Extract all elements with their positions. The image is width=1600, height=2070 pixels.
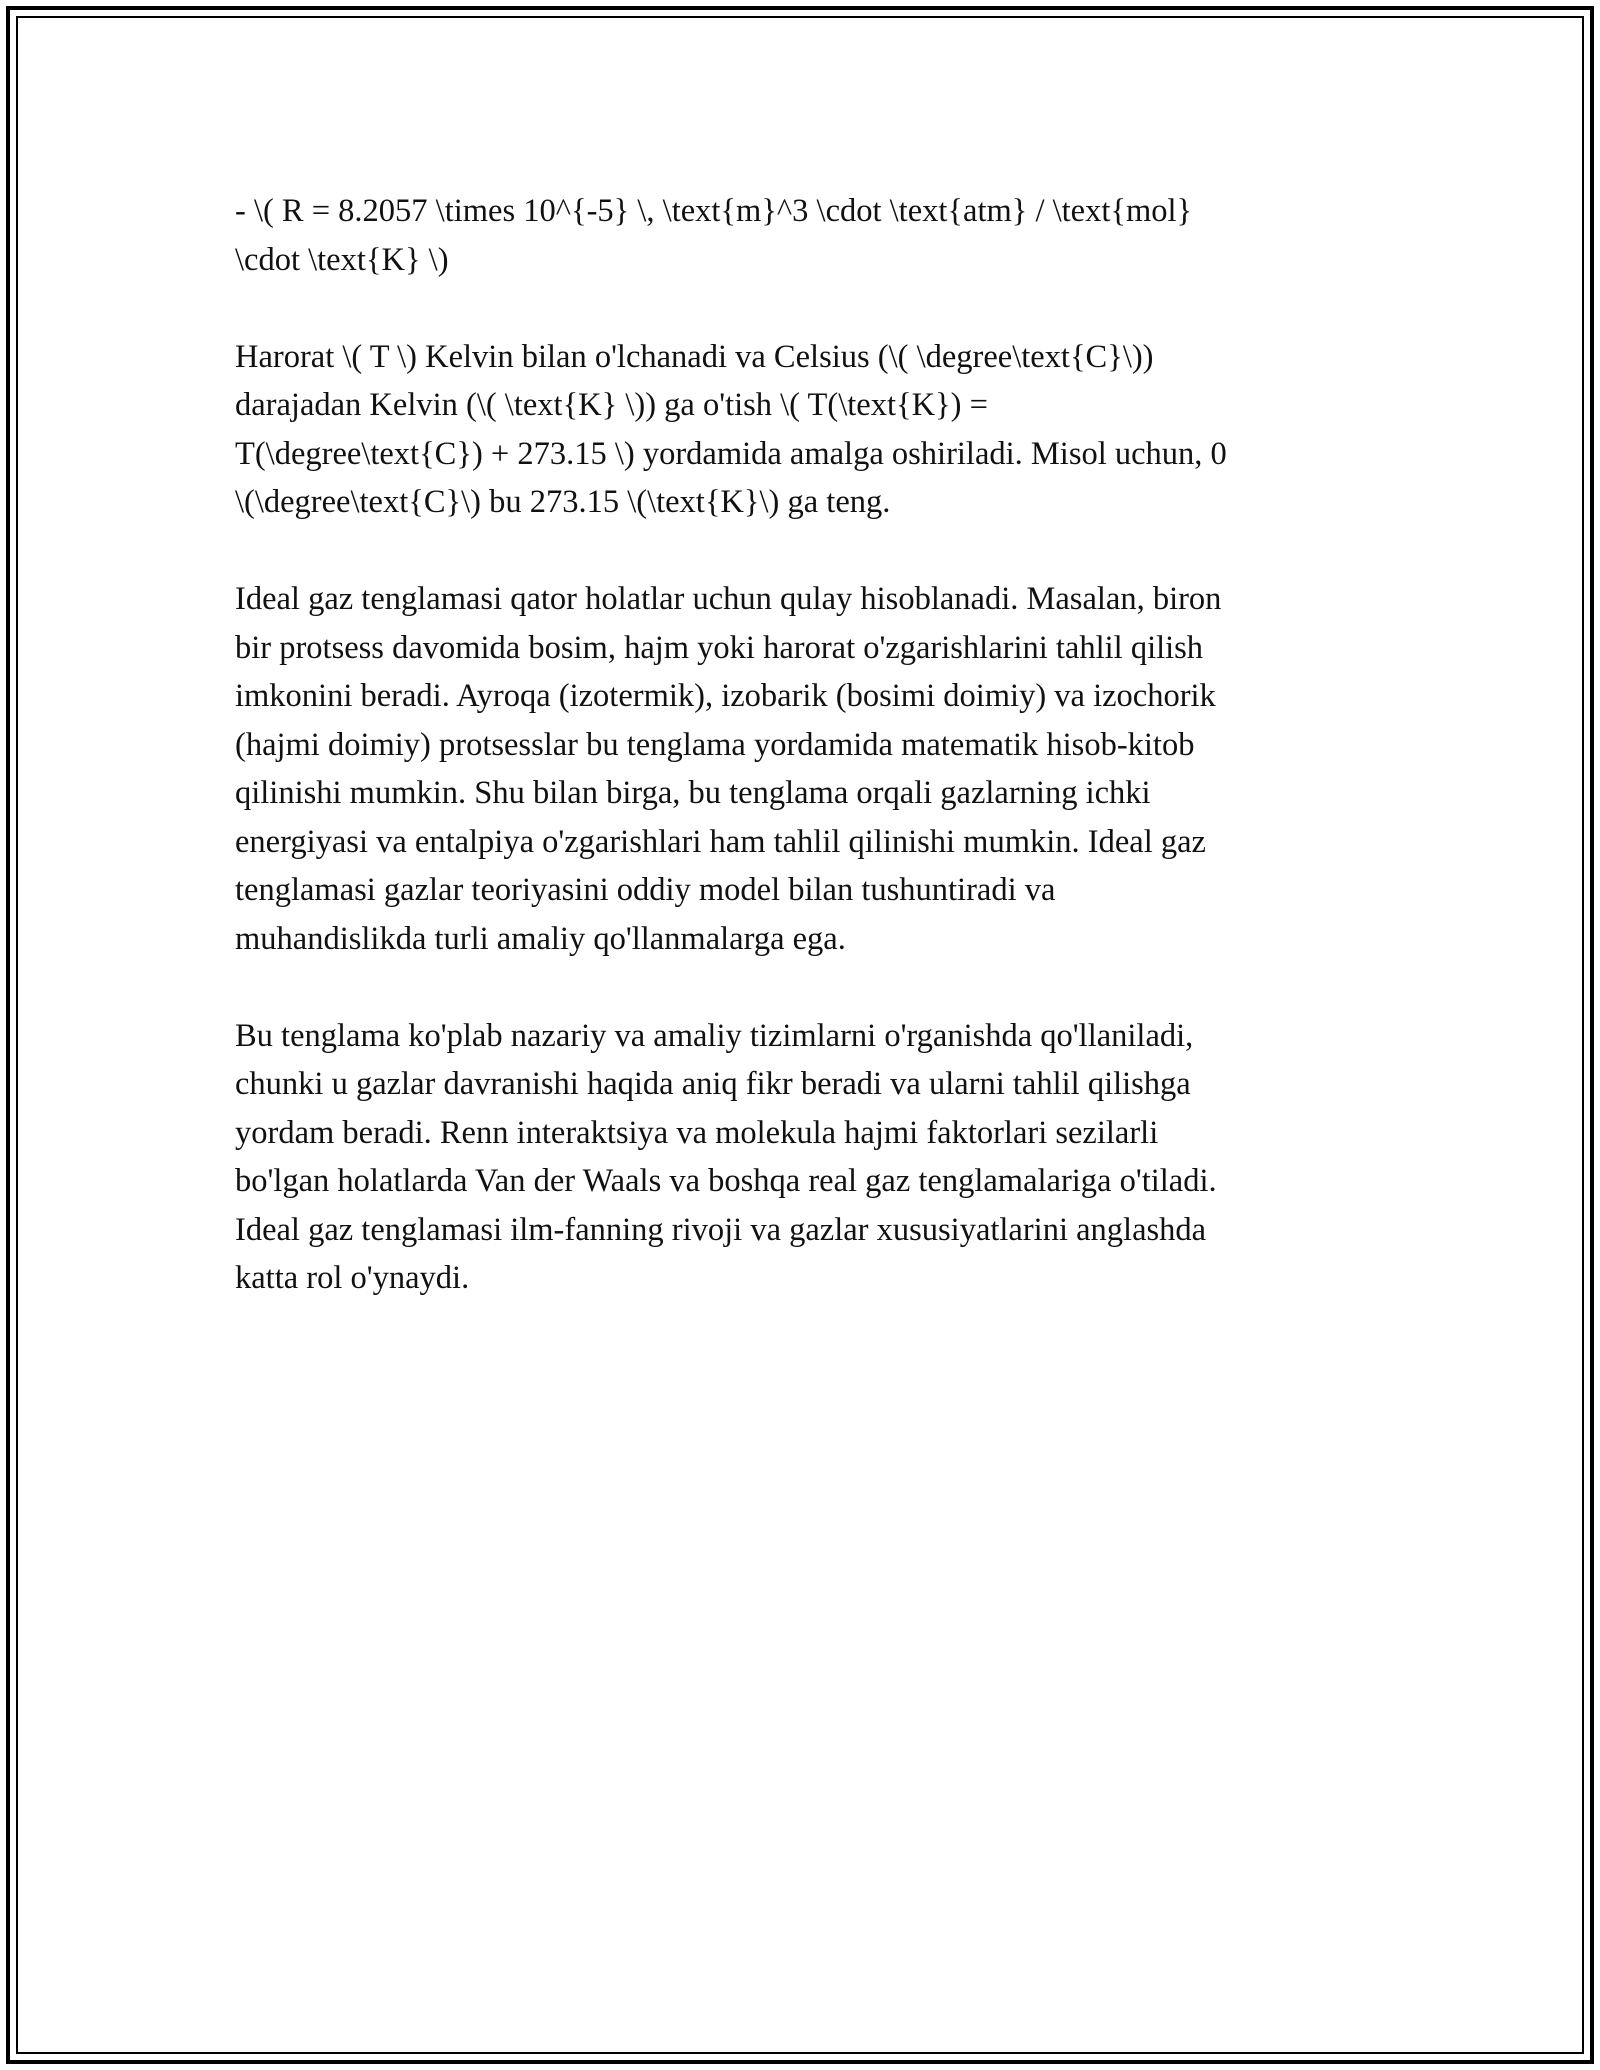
text-line: Harorat \( T \) Kelvin bilan o'lchanadi va Celsius (\( \degree\text{C}\)) [235, 338, 1154, 375]
text-line: katta rol o'ynaydi. [235, 1260, 470, 1296]
text-line: (hajmi doimiy) protsesslar bu tenglama yordamida matematik hisob-kitob [235, 726, 1195, 763]
text-line: \(\degree\text{C}\) bu 273.15 \(\text{K}\) ga teng. [235, 484, 891, 520]
text-line: tenglamasi gazlar teoriyasini oddiy model bilan tushuntiradi va [235, 872, 1056, 908]
text-line: T(\degree\text{C}) + 273.15 \) yordamida amalga oshiriladi. Misol uchun, 0 [235, 435, 1227, 472]
text-line: Bu tenglama ko'plab nazariy va amaliy tizimlarni o'rganishda qo'llaniladi, [235, 1017, 1194, 1054]
paragraph-applications [235, 1012, 1365, 1303]
text-line: darajadan Kelvin (\( \text{K} \)) ga o'tish \( T(\text{K}) = [235, 387, 988, 423]
text-line: qilinishi mumkin. Shu bilan birga, bu tenglama orqali gazlarning ichki [235, 775, 1151, 811]
text-line: energiyasi va entalpiya o'zgarishlari ham tahlil qilinishi mumkin. Ideal gaz [235, 823, 1206, 860]
text-line: Ideal gaz tenglamasi qator holatlar uchun qulay hisoblanadi. Masalan, biron [235, 581, 1222, 617]
text-line: chunki u gazlar davranishi haqida aniq fikr beradi va ularni tahlil qilishga [235, 1066, 1191, 1102]
text-line: muhandislikda turli amaliy qo'llanmalarga ega. [235, 920, 846, 957]
text-line: Ideal gaz tenglamasi ilm-fanning rivoji va gazlar xususiyatlarini anglashda [235, 1211, 1207, 1248]
text-line: \cdot \text{K} \) [235, 241, 449, 278]
text-line: yordam beradi. Renn interaktsiya va molekula hajmi faktorlari sezilarli [235, 1114, 1159, 1151]
text-line: - \( R = 8.2057 \times 10^{-5} \, \text{m}^3 \cdot \text{atm} / \text{mol} [235, 193, 1193, 229]
paragraph-gas-constant [235, 187, 1365, 284]
text-line: bir protsess davomida bosim, hajm yoki harorat o'zgarishlarini tahlil qilish [235, 629, 1204, 666]
paragraph-temperature [235, 333, 1365, 527]
paragraph-ideal-gas-usage [235, 575, 1365, 963]
text-line: imkonini beradi. Ayroqa (izotermik), izobarik (bosimi doimiy) va izochorik [235, 678, 1216, 714]
text-line: bo'lgan holatlarda Van der Waals va boshqa real gaz tenglamalariga o'tiladi. [235, 1163, 1217, 1199]
document-body [235, 187, 1365, 1351]
